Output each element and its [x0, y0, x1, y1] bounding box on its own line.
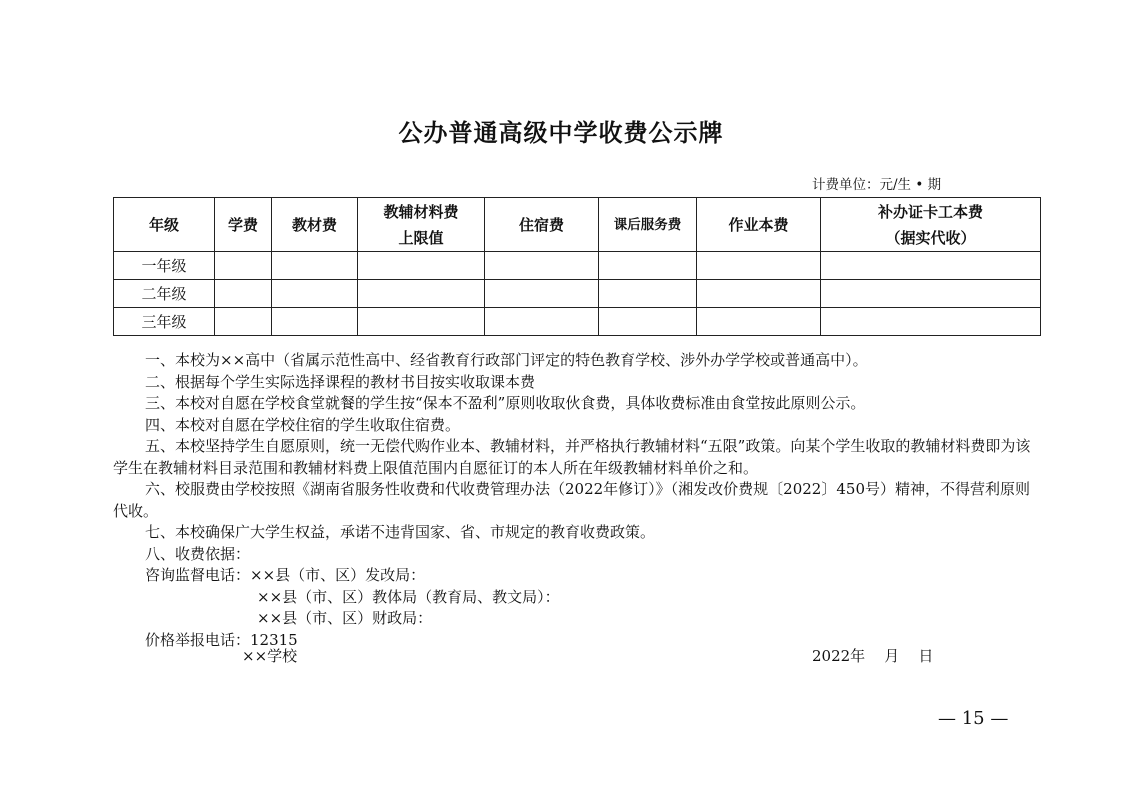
table-row: [114, 280, 1041, 308]
supervision-label: 咨询监督电话：: [145, 566, 251, 584]
fee-table: [113, 197, 1041, 336]
table-cell: [485, 308, 599, 336]
supervision-phone-row: [113, 565, 1043, 587]
table-cell: [215, 308, 272, 336]
note-paragraph: 二、根据每个学生实际选择课程的教材书目按实收取课本费: [145, 372, 536, 391]
table-cell: [358, 280, 485, 308]
table-cell: [821, 308, 1041, 336]
table-cell: [599, 252, 697, 280]
page-number: — 15 —: [938, 708, 1009, 729]
school-name: ××学校: [242, 647, 298, 665]
table-cell: [697, 252, 821, 280]
table-header-row: [114, 198, 1041, 252]
price-report-phone: 价格举报电话：12315: [145, 630, 298, 649]
date-line: 2022年 月 日: [812, 647, 934, 665]
note-paragraph: 三、本校对自愿在学校食堂就餐的学生按“保本不盈利”原则收取伙食费，具体收费标准由食堂按此原则公示。: [145, 394, 866, 412]
table-row: [114, 252, 1041, 280]
table-cell: [272, 252, 358, 280]
table-cell: 二年级: [114, 280, 215, 308]
table-cell: [215, 252, 272, 280]
table-cell: [697, 280, 821, 308]
table-cell: [272, 280, 358, 308]
table-cell: [485, 252, 599, 280]
note-paragraph: 四、本校对自愿在学校住宿的学生收取住宿费。: [145, 415, 461, 434]
table-cell: [358, 308, 485, 336]
table-cell: [215, 280, 272, 308]
table-cell: [599, 280, 697, 308]
table-cell: 三年级: [114, 308, 215, 336]
table-cell: [821, 252, 1041, 280]
note-paragraph: 七、本校确保广大学生权益，承诺不违背国家、省、市规定的教育收费政策。: [145, 523, 656, 541]
contact-line: ××县（市、区）教体局（教育局、教文局）：: [257, 587, 560, 606]
header-grade: 年级: [114, 198, 215, 252]
table-cell: 一年级: [114, 252, 215, 280]
table-cell: [272, 308, 358, 336]
header-tuition: 学费: [215, 198, 272, 252]
table-row: [114, 308, 1041, 336]
table-cell: [485, 280, 599, 308]
note-paragraph: 一、本校为××高中（省属示范性高中、经省教育行政部门评定的特色教育学校、涉外办学学校或普通高中）。: [145, 351, 868, 369]
note-paragraph: 五、本校坚持学生自愿原则，统一无偿代购作业本、教辅材料，并严格执行教辅材料“五限”政策。向某个学生收取的教辅材料费即为该学生在教辅材料目录范围和教辅材料费上限值范围内自愿征订的本人所在年级教辅材料单价之和。: [113, 437, 1031, 477]
header-exercise-book: 作业本费: [697, 198, 821, 252]
table-cell: [821, 280, 1041, 308]
header-accommodation: 住宿费: [485, 198, 599, 252]
notes-section: [113, 350, 1043, 651]
header-after-school: 课后服务费: [599, 198, 697, 252]
note-paragraph: 六、校服费由学校按照《湖南省服务性收费和代收费管理办法（2022年修订）》（湘发改价费规〔2022〕450号）精神，不得营利原则代收。: [113, 480, 1030, 520]
table-cell: [358, 252, 485, 280]
note-paragraph: 八、收费依据：: [145, 544, 251, 563]
contact-line: ××县（市、区）财政局：: [257, 609, 433, 627]
header-supplementary: 教辅材料费 上限值: [358, 198, 485, 252]
contact-line: ××县（市、区）发改局：: [250, 566, 426, 584]
unit-note: 计费单位：元/生 • 期: [812, 177, 942, 193]
header-textbook: 教材费: [272, 198, 358, 252]
header-card-replacement: 补办证卡工本费 （据实代收）: [821, 198, 1041, 252]
table-cell: [697, 308, 821, 336]
table-cell: [599, 308, 697, 336]
page-title: 公办普通高级中学收费公示牌: [398, 119, 724, 147]
